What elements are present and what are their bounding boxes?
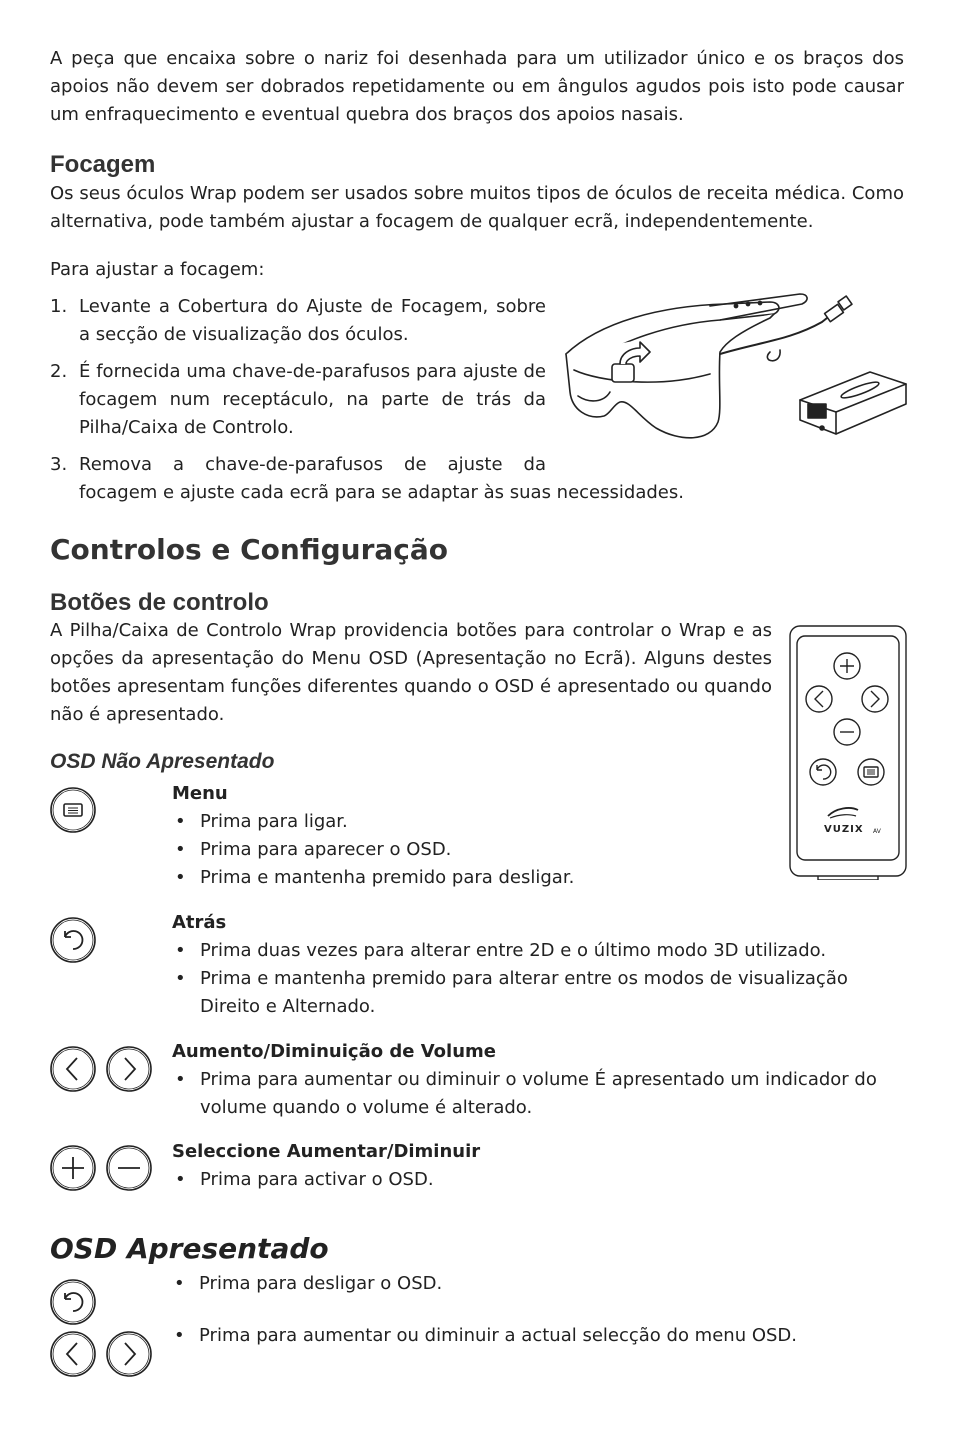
osd-on-back-bullets (171, 1270, 881, 1298)
glasses-illustration (560, 292, 910, 450)
list-item: • Prima para aumentar ou diminuir o volume É apresentado um indicador do volume quando o volume é alterado. (172, 1066, 882, 1122)
step-3-continuation: focagem e ajuste cada ecrã para se adaptar às suas necessidades. (79, 482, 684, 503)
list-item: • Prima para aparecer o OSD. (172, 836, 772, 864)
list-item: • Prima para desligar o OSD. (171, 1270, 881, 1298)
remote-brand-sub: AV (873, 828, 881, 835)
menu-icon (49, 786, 97, 834)
remote-control-illustration (788, 624, 908, 880)
volume-bullets (172, 1066, 882, 1122)
step-number: 1. (50, 296, 68, 317)
list-item: • Prima para aumentar ou diminuir a actual selecção do menu OSD. (171, 1322, 891, 1350)
controls-heading: Controlos e Configuração (50, 533, 449, 566)
menu-bullets (172, 808, 772, 892)
focagem-steps (50, 293, 546, 488)
focagem-paragraph: Os seus óculos Wrap podem ser usados sobre muitos tipos de óculos de receita médica. Como alternativa, pode também ajustar a focagem de qualquer ecrã, independentemente. (50, 183, 904, 232)
chevron-left-icon (49, 1045, 97, 1093)
focagem-heading: Focagem (50, 151, 156, 178)
select-title: Seleccione Aumentar/Diminuir (172, 1141, 481, 1162)
step-text: Levante a Cobertura do Ajuste de Focagem, sobre a secção de visualização dos óculos. (79, 296, 546, 345)
chevron-right-icon (105, 1330, 153, 1378)
remote-brand-label: VUZIX (824, 824, 864, 835)
step-text: Remova a chave-de-parafusos de ajuste da (79, 454, 546, 475)
minus-icon (105, 1144, 153, 1192)
list-item: • Prima e mantenha premido para alterar entre os modos de visualização Direito e Alternado. (172, 965, 882, 1021)
focagem-lead: Para ajustar a focagem: (50, 259, 265, 280)
step-item (50, 451, 546, 479)
list-item: • Prima para ligar. (172, 808, 772, 836)
plus-icon (49, 1144, 97, 1192)
osd-off-heading: OSD Não Apresentado (50, 750, 275, 773)
back-icon (49, 1278, 97, 1326)
step-item (50, 293, 546, 349)
list-item: • Prima e mantenha premido para desligar. (172, 864, 772, 892)
osd-on-menu-bullets (171, 1322, 891, 1350)
back-title: Atrás (172, 912, 227, 933)
back-icon (49, 916, 97, 964)
osd-on-heading: OSD Apresentado (50, 1232, 329, 1265)
step-text: É fornecida uma chave-de-parafusos para ajuste de focagem num receptáculo, na parte de trás da Pilha/Caixa de Controlo. (79, 361, 546, 438)
chevron-left-icon (49, 1330, 97, 1378)
volume-title: Aumento/Diminuição de Volume (172, 1041, 496, 1062)
step-item (50, 358, 546, 442)
back-bullets (172, 937, 882, 1021)
control-buttons-heading: Botões de controlo (50, 589, 269, 616)
list-item: • Prima para activar o OSD. (172, 1166, 882, 1194)
step-number: 2. (50, 361, 68, 382)
list-item: • Prima duas vezes para alterar entre 2D e o último modo 3D utilizado. (172, 937, 882, 965)
intro-paragraph: A peça que encaixa sobre o nariz foi desenhada para um utilizador único e os braços dos apoios não devem ser dobrados repetidamente ou em ângulos agudos pois isto pode causar um enfraquecimento e eventual quebra dos braços dos apoios nasais. (50, 48, 904, 125)
control-buttons-paragraph: A Pilha/Caixa de Controlo Wrap providencia botões para controlar o Wrap e as opções da apresentação do Menu OSD (Apresentação no Ecrã). Alguns destes botões apresentam funções diferentes quando o OSD é apresentado ou quando não é apresentado. (50, 620, 772, 725)
menu-title: Menu (172, 783, 228, 804)
step-number: 3. (50, 454, 68, 475)
select-bullets (172, 1166, 882, 1194)
chevron-right-icon (105, 1045, 153, 1093)
